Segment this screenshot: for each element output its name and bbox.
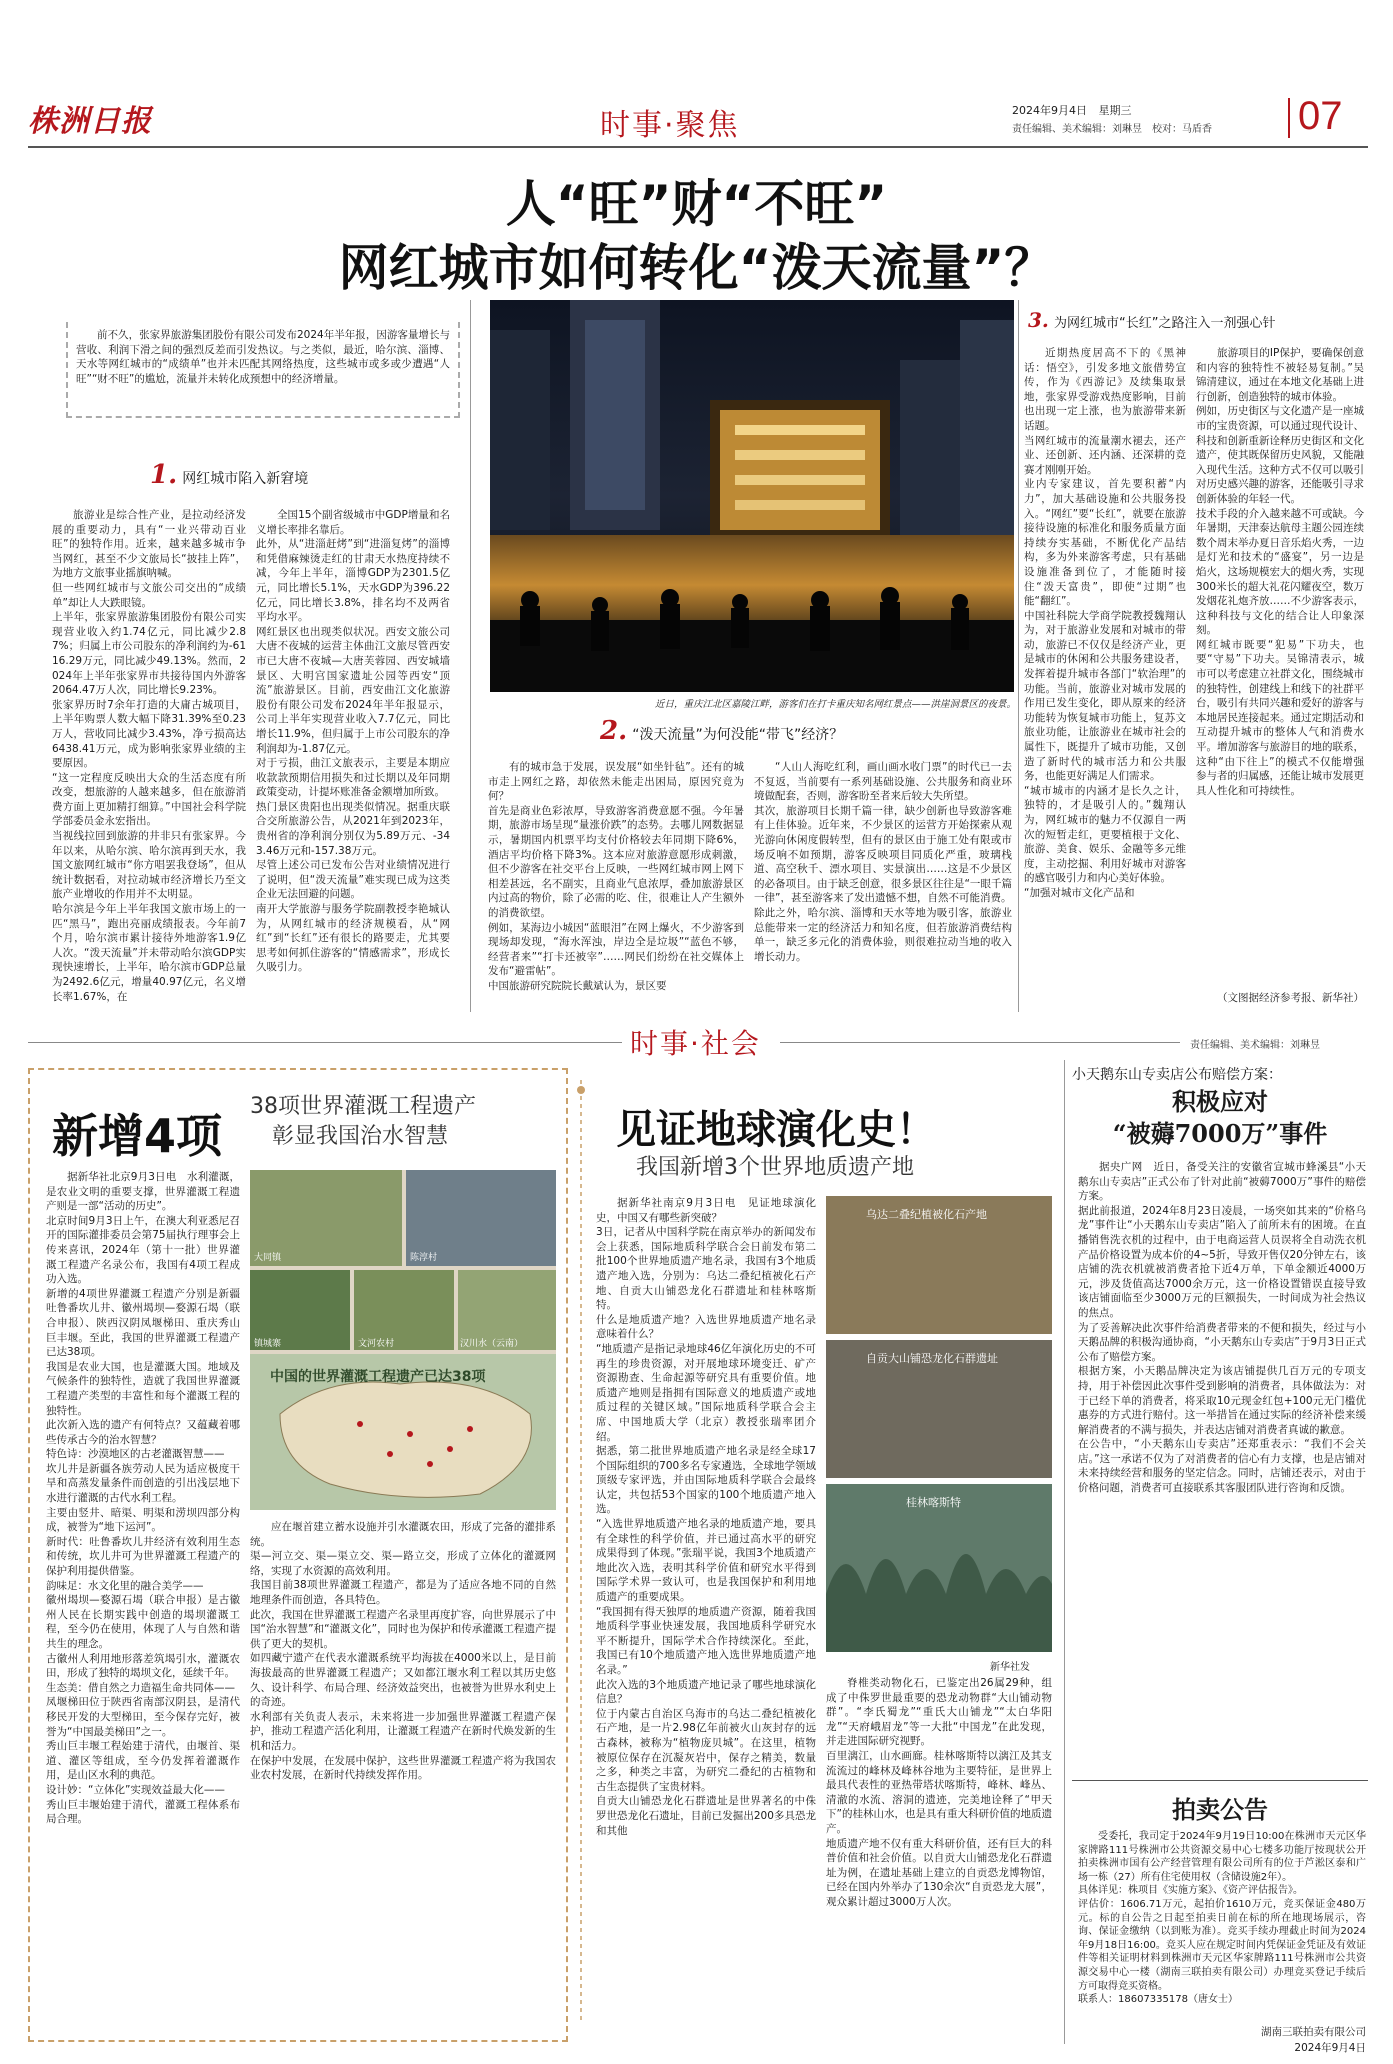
geology-subtitle: 我国新增3个世界地质遗产地 [636, 1155, 914, 1180]
geology-photo-1-title: 乌达二叠纪植被化石产地 [866, 1208, 987, 1221]
geology-photo-credit: 新华社发 [990, 1662, 1030, 1673]
headline-line1: 人“旺”财“不旺” [505, 175, 888, 233]
article-column-5: 近期热度居高不下的《黑神话：悟空》，引发多地文旅借势宣传，作为《西游记》及续集取景地，张家界受游戏热度影响，目前也出现一定上涨，也为旅游带来新话题。 当网红城市的流量潮水褪去，还产业、还创新、还内涵、还深耕的竞赛才刚刚开始。 业内专家建议，首先要积蓄“内力”，加大基础设施和公共服务投入。“网红”要“长红”，就要在旅游接待设施的标准化和服务质量方面持续夯实基础，不断优化产品结构，多为外来游客考虑，只有基础设施准备到位了，才能随时接住“泼天富贵”，即使“过期”也能“翻红”。 中国社科院大学商学院教授魏翔认为，对于旅游业发展和对城市的带动，旅游已不仅仅是经济产业，更是城市的休闲和公共服务建设者，发挥着提升城市各部门“软治理”的功能。当前，旅游业对城市发展的作用已发生变化，即从原来的经济功能转为恢复城市功能上，复苏文旅业功能，让旅游业在城市社会的属性下，既提升了城市功能，又创造了新时代的城市活力和公共服务，也能更好满足人们需求。 “城市城市的内涵才是长久之计，独特的，才是吸引人的。”魏翔认为，网红城市的魅力不仅源自一两次的短暂走红，更要植根于文化、旅游、美食、娱乐、金融等多元维度，主动挖掘、利用好城市对游客的感官吸引力和内心美好体验。 “加强对城市文化产品和 [1024, 347, 1186, 899]
swan-headline-2: “被薅7000万”事件 [1112, 1119, 1328, 1148]
subhead-3 [1028, 308, 1368, 332]
page-number-divider [1288, 98, 1290, 138]
geology-photo-3-title: 桂林喀斯特 [906, 1496, 961, 1509]
article-column-6: 旅游项目的IP保护，要确保创意和内容的独特性不被轻易复制。”吴锦清建议，通过在本地文化基础上进行创新，创造独特的城市体验。 例如，历史街区与文化遗产是一座城市的宝贵资源，可以通过现代设计、科技和创新重新诠释历史街区和文化遗产，使其既保留历史风貌，又能融入现代生活。这种方式不仅可以吸引对历史感兴趣的游客，还能吸引寻求创新体验的年轻一代。 技术手段的介入越来越不可或缺。今年暑期，天津泰达航母主题公园连续数个周末举办夏日音乐焰火秀，一边是灯光和技术的“盛宴”，另一边是焰火，这场规模宏大的烟火秀，实现300米长的超大礼花闪耀夜空，数万发烟花礼炮齐放……不少游客表示，这种科技与文化的结合让人印象深刻。 网红城市既要“犯易”下功夫，也要“守易”下功夫。吴锦清表示，城市可以考虑建立社群文化，围绕城市的独特性，创建线上和线下的社群平台，吸引有共同兴趣和爱好的游客与本地居民连接起来。通过定期活动和互动提升城市的整体人气和消费水平。增加游客与旅游目的地的联系，这种“由下往上”的模式不仅能增强参与者的归属感，还能让城市发展更具人性化和可持续性。 [1196, 347, 1364, 797]
swan-body: 据央广网 近日，备受关注的安徽省宣城市蜂溪县“小天鹅东山专卖店”正式公布了针对此前“被薅7000万”事件的赔偿方案。 据此前报道，2024年8月23日凌晨，一场突如其来的“价格乌龙”事件让“小天鹅东山专卖店”陷入了前所未有的困境。在直播销售洗衣机的过程中，由于电商运营人员误将全自动洗衣机产品价格设置为成本价的4~5折，导致开售仅20分钟左右，该店铺的洗衣机就被消费者抢下近4万单，下单金额近4000万元，涉及货值高达7000余万元，这一价格设置错误直接导致该店铺面临至少3000万元的巨额损失，一时间成为社会热议的焦点。 为了妥善解决此次事件给消费者带来的不便和损失，经过与小天鹅品牌的积极沟通协商，“小天鹅东山专卖店”于9月3日正式公布了赔偿方案。 根据方案，小天鹅品牌决定为该店铺提供几百万元的专项支持，用于补偿因此次事件受到影响的消费者，具体做法为：对于已经下单的消费者，将采取10元现金红包+100元无门槛优惠券的方式进行赔付。这一举措旨在通过实际的经济补偿来缓解消费者的不满与损失，并表达店铺对消费者真诚的歉意。 在公告中，“小天鹅东山专卖店”还郑重表示：“我们不会关店。”这一承诺不仅为了对消费者的信心有力支撑，也是店铺对未来持续经营和服务的坚定信念。同时，店铺还表示，对由于价格问题，消费者可直接联系其客服团队进行咨询和反馈。 [1078, 1161, 1366, 1495]
subhead-2 [600, 716, 843, 746]
collage-label-4: 文河农村 [358, 1339, 395, 1349]
auction-date: 2024年9月4日 [1294, 2042, 1366, 2054]
irrigation-subtitle [250, 1092, 476, 1152]
date-text: 2024年9月4日 [1012, 104, 1087, 117]
subhead-3-number: 3. [1028, 308, 1049, 332]
headline [0, 172, 1393, 300]
irrigation-photo-collage [250, 1170, 556, 1510]
photo-caption: 近日，重庆江北区嘉陵江畔，游客们在打卡重庆知名网红景点——洪崖洞景区的夜景。 [654, 699, 1016, 710]
subhead-1 [150, 460, 308, 490]
article-column-4: “人山人海吃红利，画山画水收门票”的时代已一去不复返，当前要有一系列基础设施、公共服务和商业环境做配套，否则，游客盼至者来后较大失所望。 其次，旅游项目长期千篇一律，缺少创新也导致游客难有上佳体验。近年来，不少景区的运营方开始探索从观光游向休闲度假转型，但有的景区由于施工处有限或市场反响不如预期，游客反映项目同质化严重，玻璃栈道、高空秋千、漂水项目、实景演出……这是不少景区的必备项目。由于缺乏创意，很多景区往往是“一眼千篇一律”，甚至游客来了发出遗憾不想，自然不可能消费。 除此之外，哈尔滨、淄博和天水等地为吸引客，旅游业总能带来一定的经济活力和知名度，但若旅游消费结构单一，缺乏多元化的消费体验，则很难拉动当地的收入增长动力。 [754, 761, 1012, 963]
subhead-2-text: “泼天流量”为何没能“带飞”经济？ [632, 727, 844, 743]
auction-title: 拍卖公告 [1172, 1796, 1268, 1824]
article-column-1: 旅游业是综合性产业，是拉动经济发展的重要动力，具有“一业兴带动百业旺”的独特作用。近来，越来越多城市争当网红，甚至不少文旅局长“披挂上阵”，为地方文旅事业摇旗呐喊。 但一些网红城市与文旅公司交出的“成绩单”却让人大跌眼镜。 上半年，张家界旅游集团股份有限公司实现营业收入约1.74亿元，同比减少2.87%；归属上市公司股东的净利润约为-6116.29万元，同比减少49.13%。然而，2024年上半年张家界市共接待国内外游客2064.47万人次，同比增长9.23%。 张家界历时7余年打造的大庸古城项目，上半年购票人数大幅下降31.39%至0.23万人，营收同比减少3.43%，净亏损高达6438.41万元，成为影响张家界业绩的主要原因。 “这一定程度反映出大众的生活态度有所改变，想旅游的人越来越多，但在旅游消费方面上更加精打细算。”中国社会科学院学部委员金永宏指出。 当视线拉回到旅游的井非只有张家界。今年以来，从哈尔滨、哈尔滨再到天水，我国文旅网红城市“你方唱罢我登场”，但从统计数据看，对拉动城市经济增长乃至文旅产业增收的作用并不太明显。 哈尔滨是今年上半年我国文旅市场上的一匹“黑马”，跑出亮丽成绩报表。今年前7个月，哈尔滨市累计接待外地游客1.9亿人次。“泼天流量”并未带动哈尔滨GDP实现快速增长，上半年，哈尔滨市GDP总量为2492.6亿元，增量40.97亿元，名义增长率1.67%，在 [52, 509, 246, 1003]
article-column-3: 有的城市急于发展，误发展“如坐针毡”。还有的城市走上网红之路，却依然未能走出困局，原因究竟为何？ 首先是商业色彩浓厚，导致游客消费意愿不强。今年暑期，旅游市场呈现“量涨价跌”的态势。去哪儿网数据显示，暑期国内机票平均支付价格较去年同期下降6%，酒店平均价格下降3%。这本应对旅游意愿形成刺激，但不少游客在社交平台上反映，一些网红城市网上网下相差甚远，名不副实，且商业气息浓厚，叠加旅游景区内过高的物价，除了必需的吃、住，很难让人产生额外的消费欲望。 例如，某海边小城因“蓝眼泪”在网上爆火，不少游客到现场却发现，“海水浑浊，岸边全是垃圾”“蓝色不够，经营者来”“打卡还被宰”……网民们纷纷在社交媒体上发布“避雷帖”。 中国旅游研究院院长戴斌认为，景区要 [488, 761, 744, 992]
section2-editors: 责任编辑、美术编辑：刘琳昱 [1190, 1040, 1320, 1051]
masthead-rule [28, 146, 1368, 148]
irrigation-big-title: 新增4项 [52, 1109, 223, 1163]
section2-rule-right [780, 1042, 1180, 1043]
geology-column-2: 脊椎类动物化石，已鉴定出26属29种，组成了中侏罗世最重要的恐龙动物群“大山铺动物群”。“李氏蜀龙”“重氏大山铺龙”“太白华阳龙”“天府峨眉龙”等一大批“中国龙”在此发现，并走进国际研究视野。 百里漓江，山水画廊。桂林喀斯特以漓江及其支流流过的峰林及峰林谷地为主要特征，是世界上最具代表性的亚热带塔状喀斯特，峰林、峰丛、清澈的水流、溶洞的遗迹，完美地诠释了“甲天下”的桂林山水，也是具有重大科研价值的地质遗产。 地质遗产地不仅有重大科研价值，还有巨大的科普价值和社会价值。以自贡大山铺恐龙化石群遗址为例，在遗址基础上建立的自贡恐龙博物馆，已经在国内外举办了130余次“自贡恐龙大展”，观众累计超过3000万人次。 [826, 1677, 1052, 1908]
article-column-2: 全国15个副省级城市中GDP增量和名义增长率排名靠后。 此外，从“进淄赶烤”到“进淄复烤”的淄博和凭借麻辣烫走红的甘肃天水热度持续不减，今年上半年，淄博GDP为2301.5亿元，同比增长5.1%，天水GDP为396.22亿元，同比增长3.8%，排名均不及两省平均水平。 网红景区也出现类似状况。西安文旅公司大唐不夜城的运营主体曲江文旅尽管西安市已大唐不夜城—大唐芙蓉园、西安城墙景区、大明宫国家遗址公园等西安“顶流”旅游景区。目前，西安曲江文化旅游股份有限公司发布2024年半年报显示，公司上半年实现营业收入7.7亿元，同比增长11.9%，但归属于上市公司股东的净利润却为-1.87亿元。 对于亏损，曲江文旅表示，主要是本期应收款款预期信用损失和过长期以及年同期政策变动，计提坏账准备金额增加所致。 热门景区贵阳也出现类似情况。据重庆联合交所旅游公告，从2021年到2023年，贵州省的净利润分别仅为5.89万元、-343.46万元和-157.38万元。 尽管上述公司已发布公告对业绩情况进行了说明，但“泼天流量”难实现已成为这类企业无法回避的问题。 南开大学旅游与服务学院副教授李艳城认为，从网红城市的经济规模看，从“网红”到“长红”还有很长的路要走，尤其要思考如何抓住游客的“情感需求”，形成长久吸引力。 [256, 509, 450, 974]
geology-photo-2-title: 自贡大山铺恐龙化石群遗址 [866, 1352, 998, 1365]
lead-text: 前不久，张家界旅游集团股份有限公司发布2024年半年报，因游客量增长与营收、利润下滑之间的强烈反差而引发热议。与之类似，最近，哈尔滨、淄博、天水等网红城市的“成绩单”也并未匹配其网络热度，这些城市或多或少遭遇“人旺”“财不旺”的尴尬，流量并未转化成预想中的经济增量。 [76, 329, 450, 385]
article-source: （文图据经济参考报、新华社） [1217, 992, 1364, 1004]
auction-body: 受委托，我司定于2024年9月19日10:00在株洲市天元区华家牌路111号株洲市公共资源交易中心七楼多功能厅按现状公开拍卖株洲市国有公产经营管理有限公司所有的位于芦淞区泰和广场一栋（27）所有住宅使用权（含储设施2年）。 具体详见：株项目《实施方案》、《资产评估报告》。 评估价：1606.71万元，起拍价1610万元，竞买保证金480万元。标的自公告之日起至拍卖日前在标的所在地现场展示，咨询、保证金缴纳（以到账为准）。竞买手续办理截止时间为2024年9月18日16:00。竞买人应在规定时间内凭保证金凭证及有效证件等相关证明材料到株洲市天元区华家牌路111号株洲市公共资源交易中心一楼（湖南三联拍卖有限公司）办理竞买登记手续后方可取得竞买资格。 联系人：18607335178（唐女士） [1078, 1831, 1366, 2006]
column-divider-a [470, 300, 471, 1012]
subhead-3-text: 为网红城市“长红”之路注入一剂强心针 [1053, 316, 1276, 331]
irrigation-column-2: 应在堰首建立蓄水设施并引水灌溉农田，形成了完备的灌排系统。 渠—河立交、渠—渠立交、渠—路立交，形成了立体化的灌溉网络，实现了水资源的高效利用。 我国目前38项世界灌溉工程遗产，都是为了适应各地不同的自然地理条件而创造，各具特色。 此次，我国在世界灌溉工程遗产名录里再度扩容，向世界展示了中国“治水智慧”和“灌溉文化”，同时也为保护和传承灌溉工程遗产提供了更大的契机。 如四藏宁遗产在代表水灌溉系统平均海拔在4000米以上，是目前海拔最高的世界灌溉工程遗产；又如都江堰水利工程以其历史悠久、设计科学、布局合理、经济效益突出，也被誉为世界水利史上的奇迹。 水利部有关负责人表示，未来将进一步加强世界灌溉工程遗产保护，推动工程遗产活化利用，让灌溉工程遗产在新时代焕发新的生机和活力。 在保护中发展，在发展中保护，这些世界灌溉工程遗产将为我国农业农村发展，在新时代持续发挥作用。 [250, 1521, 556, 1782]
collage-label-5: 汉川水（云南） [460, 1339, 524, 1349]
newspaper-logo: 株洲日报 [28, 104, 152, 139]
main-photo-chongqing-night [490, 300, 1014, 692]
geology-photo-1 [826, 1196, 1052, 1334]
night-scene-illustration [490, 300, 1014, 692]
swan-headline [1072, 1086, 1368, 1150]
lead-box [66, 322, 460, 418]
masthead-editors: 责任编辑、美术编辑：刘琳昱 校对：马盾香 [1012, 124, 1212, 135]
geology-photo-3 [826, 1484, 1052, 1652]
column-divider-c [1064, 1060, 1065, 2044]
page-number: 07 [1298, 94, 1343, 138]
masthead-date [1012, 102, 1132, 118]
irrigation-subtitle-2: 彰显我国治水智慧 [272, 1124, 449, 1149]
collage-label-3: 镇城寨 [254, 1339, 282, 1349]
swan-kicker: 小天鹅东山专卖店公布赔偿方案： [1072, 1067, 1282, 1083]
irrigation-column-1: 据新华社北京9月3日电 水利灌溉，是农业文明的重要支撑，世界灌溉工程遗产则是一部“活动的历史”。 北京时间9月3日上午，在澳大利亚悉尼召开的国际灌排委员会第75届执行理事会上传来喜讯，2024年（第十一批）世界灌溉工程遗产名录公布，我国有4项工程成功入选。 新增的4项世界灌溉工程遗产分别是新疆吐鲁番坎儿井、徽州堨坝—婺源石堨（联合申报）、陕西汉阴凤堰梯田、重庆秀山巨丰堰。至此，我国的世界灌溉工程遗产已达38项。 我国是农业大国，也是灌溉大国。地域及气候条件的独特性，造就了我国世界灌溉工程遗产类型的丰富性和每个灌溉工程的独特性。 此次新入选的遗产有何特点？又蕴藏着哪些传承古今的治水智慧？ 特色诗：沙漠地区的古老灌溉智慧—— 坎儿井是新疆各族劳动人民为适应极度干旱和高蒸发量条件而创造的引出浅层地下水进行灌溉的古代水利工程。 主要由竖井、暗渠、明渠和涝坝四部分构成，被誉为“地下运河”。 新时代：吐鲁番坎儿井经济有效利用生态和传统，坎儿井可为世界灌溉工程遗产的保护利用提供借鉴。 韵味足：水文化里的融合美学—— 徽州堨坝—婺源石堨（联合申报）是古徽州人民在长期实践中创造的堨坝灌溉工程，至今仍在使用，体现了人与自然和谐共生的理念。 古徽州人利用地形落差筑堨引水，灌溉农田，形成了独特的堨坝文化，延续千年。 生态美：借自然之力造福生命共同体—— 凤堰梯田位于陕西省南部汉阴县，是清代移民开发的大型梯田，至今保存完好，被誉为“中国最美梯田”之一。 秀山巨丰堰工程始建于清代，由堰首、渠道、灌区等组成，至今仍发挥着灌溉作用，是山区水利的典范。 设计妙：“立体化”实现效益最大化—— 秀山巨丰堰始建于清代，灌溉工程体系布局合理。 [46, 1171, 240, 1826]
headline-line2: 网红城市如何转化“泼天流量”？ [338, 239, 1055, 297]
section2-title: 时事·社会 [622, 1022, 769, 1062]
subhead-1-number: 1. [150, 460, 178, 490]
collage-label-2: 陈淳村 [410, 1253, 438, 1263]
auction-company: 湖南三联拍卖有限公司 [1261, 2026, 1366, 2038]
auction-rule [1072, 1780, 1368, 1781]
collage-label-1: 大同镇 [254, 1253, 282, 1263]
map-title: 中国的世界灌溉工程遗产已达38项 [270, 1369, 486, 1385]
section2-rule-left [28, 1042, 628, 1043]
column-divider-b [1018, 300, 1019, 1012]
irrigation-subtitle-1: 38项世界灌溉工程遗产 [250, 1094, 476, 1119]
swan-headline-1: 积极应对 [1172, 1087, 1268, 1116]
decorative-divider [574, 1080, 588, 2020]
subhead-2-number: 2. [600, 716, 628, 746]
subhead-1-text: 网红城市陷入新窘境 [182, 471, 309, 487]
geology-photo-2 [826, 1340, 1052, 1478]
geology-big-title: 见证地球演化史！ [616, 1107, 936, 1153]
weekday-text: 星期三 [1098, 104, 1132, 117]
geology-column-1: 据新华社南京9月3日电 见证地球演化史，中国又有哪些新突破？ 3日，记者从中国科学院在南京举办的新闻发布会上获悉，国际地质科学联合会日前发布第二批100个世界地质遗产地名录，我国有3个地质遗产地入选，分别为：乌达二叠纪植被化石产地、自贡大山铺恐龙化石群遗址和桂林喀斯特。 什么是地质遗产地？入选世界地质遗产地名录意味着什么？ “地质遗产是指记录地球46亿年演化历史的不可再生的珍贵资源，对开展地球环境变迁、矿产资源勘查、生命起源等研究具有重要价值。地质遗产地则是指拥有国际意义的地质遗产或地质过程的关键区域。”国际地质科学联合会主席、中国地质大学（北京）教授张瑞率团介绍。 据悉，第二批世界地质遗产地名录是经全球17个国际组织的700多名专家遴选，全球地学领域顶级专家评选，并由国际地质科学联合会最终认定，共包括53个国家的100个地质遗产地入选。 “入选世界地质遗产地名录的地质遗产地，要具有全球性的科学价值，并已通过高水平的研究成果得到了体现。”张瑞平说，我国3个地质遗产地此次入选，表明其科学价值和研究水平得到国际学术界一致认可，也是我国保护和利用地质遗产的重要成果。 “我国拥有得天独厚的地质遗产资源，随着我国地质科学事业快速发展，我国地质科学研究水平不断提升，国际学术合作持续深化。至此，我国已有10个地质遗产地入选世界地质遗产地名录。” 此次入选的3个地质遗产地记录了哪些地球演化信息？ 位于内蒙古自治区乌海市的乌达二叠纪植被化石产地，是一片2.98亿年前被火山灰封存的远古森林，被称为“植物庞贝城”。在这里，植物被原位保存在沉凝灰岩中，保存之精美，数量之多，种类之丰富，为研究二叠纪的古植物和古生态提供了宝贵材料。 自贡大山铺恐龙化石群遗址是世界著名的中侏罗世恐龙化石遗址，目前已发掘出200多具恐龙和其他 [596, 1197, 816, 1837]
section-title: 时事·聚焦 [600, 108, 740, 143]
